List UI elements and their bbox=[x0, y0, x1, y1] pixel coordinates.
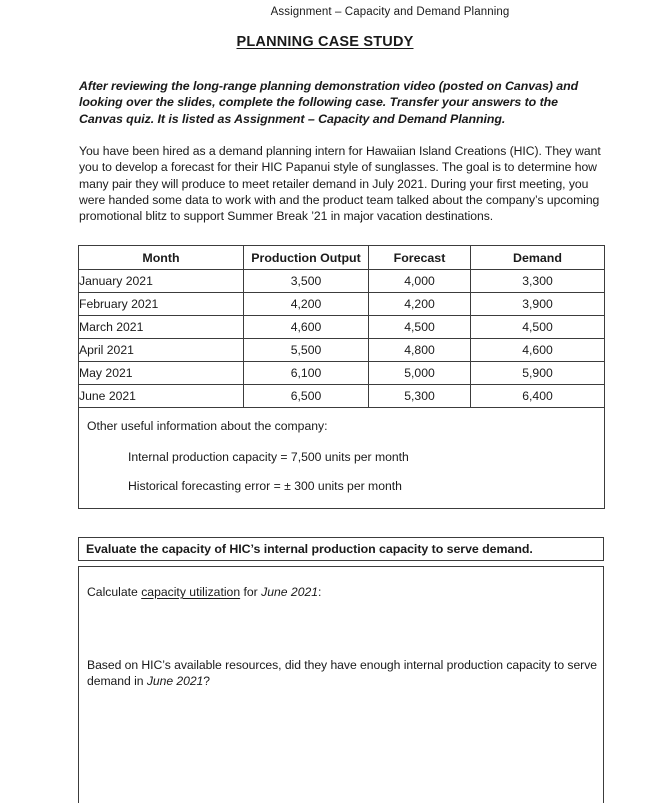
q1-suffix: : bbox=[318, 585, 322, 599]
question-capacity-utilization bbox=[87, 584, 587, 600]
table-row bbox=[79, 385, 605, 408]
column-header-month: Month bbox=[79, 246, 244, 270]
answer-area-box[interactable] bbox=[78, 566, 604, 803]
cell-month: June 2021 bbox=[79, 385, 244, 408]
table-header-row bbox=[79, 246, 605, 270]
cell-demand: 3,900 bbox=[471, 293, 605, 316]
cell-month: May 2021 bbox=[79, 362, 244, 385]
cell-production-output: 6,100 bbox=[244, 362, 369, 385]
other-useful-information-cell bbox=[79, 408, 605, 509]
cell-demand: 3,300 bbox=[471, 270, 605, 293]
evaluate-heading-box bbox=[78, 537, 604, 561]
info-capacity-line: Internal production capacity = 7,500 units per month bbox=[128, 450, 409, 464]
planning-data-table-wrapper bbox=[78, 245, 604, 509]
cell-production-output: 5,500 bbox=[244, 339, 369, 362]
cell-demand: 5,900 bbox=[471, 362, 605, 385]
cell-month: March 2021 bbox=[79, 316, 244, 339]
cell-demand: 4,500 bbox=[471, 316, 605, 339]
q2-prefix: Based on HIC’s available resources, did they have enough internal production capacity to serve demand in bbox=[87, 658, 597, 689]
question-enough-capacity bbox=[87, 657, 599, 690]
table-row bbox=[79, 362, 605, 385]
column-header-forecast: Forecast bbox=[369, 246, 471, 270]
cell-forecast: 4,500 bbox=[369, 316, 471, 339]
q1-middle: for bbox=[240, 585, 262, 599]
q2-suffix: ? bbox=[203, 674, 211, 689]
cell-month: January 2021 bbox=[79, 270, 244, 293]
cell-demand: 6,400 bbox=[471, 385, 605, 408]
table-row bbox=[79, 293, 605, 316]
page-title: PLANNING CASE STUDY bbox=[236, 34, 414, 50]
cell-production-output: 3,500 bbox=[244, 270, 369, 293]
cell-month: February 2021 bbox=[79, 293, 244, 316]
cell-production-output: 4,600 bbox=[244, 316, 369, 339]
planning-data-table bbox=[78, 245, 605, 509]
column-header-production-output: Production Output bbox=[244, 246, 369, 270]
q2-period: June 2021 bbox=[146, 674, 204, 689]
q1-period: June 2021 bbox=[261, 585, 319, 599]
evaluate-heading-text: Evaluate the capacity of HIC’s internal production capacity to serve demand. bbox=[86, 542, 533, 556]
column-header-demand: Demand bbox=[471, 246, 605, 270]
table-row bbox=[79, 316, 605, 339]
info-lead-text: Other useful information about the company: bbox=[87, 419, 328, 433]
cell-forecast: 4,000 bbox=[369, 270, 471, 293]
table-info-row bbox=[79, 408, 605, 509]
body-paragraph: You have been hired as a demand planning intern for Hawaiian Island Creations (HIC). They want you to develop a forecast for their HIC Papanui style of sunglasses. The goal is to determine how many pair they will produce to meet retailer demand in July 2021. During your first meeting, you were handed some data to work with and the product team talked about the company’s upcoming promotional blitz to support Summer Break ’21 in major vacation destinations. bbox=[79, 144, 601, 224]
table-row bbox=[79, 270, 605, 293]
q1-underlined-term: capacity utilization bbox=[141, 585, 241, 599]
cell-production-output: 6,500 bbox=[244, 385, 369, 408]
cell-forecast: 4,800 bbox=[369, 339, 471, 362]
q1-prefix: Calculate bbox=[87, 585, 142, 599]
cell-forecast: 5,300 bbox=[369, 385, 471, 408]
cell-month: April 2021 bbox=[79, 339, 244, 362]
info-error-line: Historical forecasting error = ± 300 units per month bbox=[128, 479, 402, 493]
table-row bbox=[79, 339, 605, 362]
cell-forecast: 4,200 bbox=[369, 293, 471, 316]
cell-forecast: 5,000 bbox=[369, 362, 471, 385]
cell-demand: 4,600 bbox=[471, 339, 605, 362]
running-header: Assignment – Capacity and Demand Planning bbox=[270, 6, 510, 18]
cell-production-output: 4,200 bbox=[244, 293, 369, 316]
intro-paragraph: After reviewing the long-range planning demonstration video (posted on Canvas) and looking over the slides, complete the following case. Transfer your answers to the Canvas quiz. It is listed as Assignment – Capacity and Demand Planning. bbox=[79, 79, 579, 126]
